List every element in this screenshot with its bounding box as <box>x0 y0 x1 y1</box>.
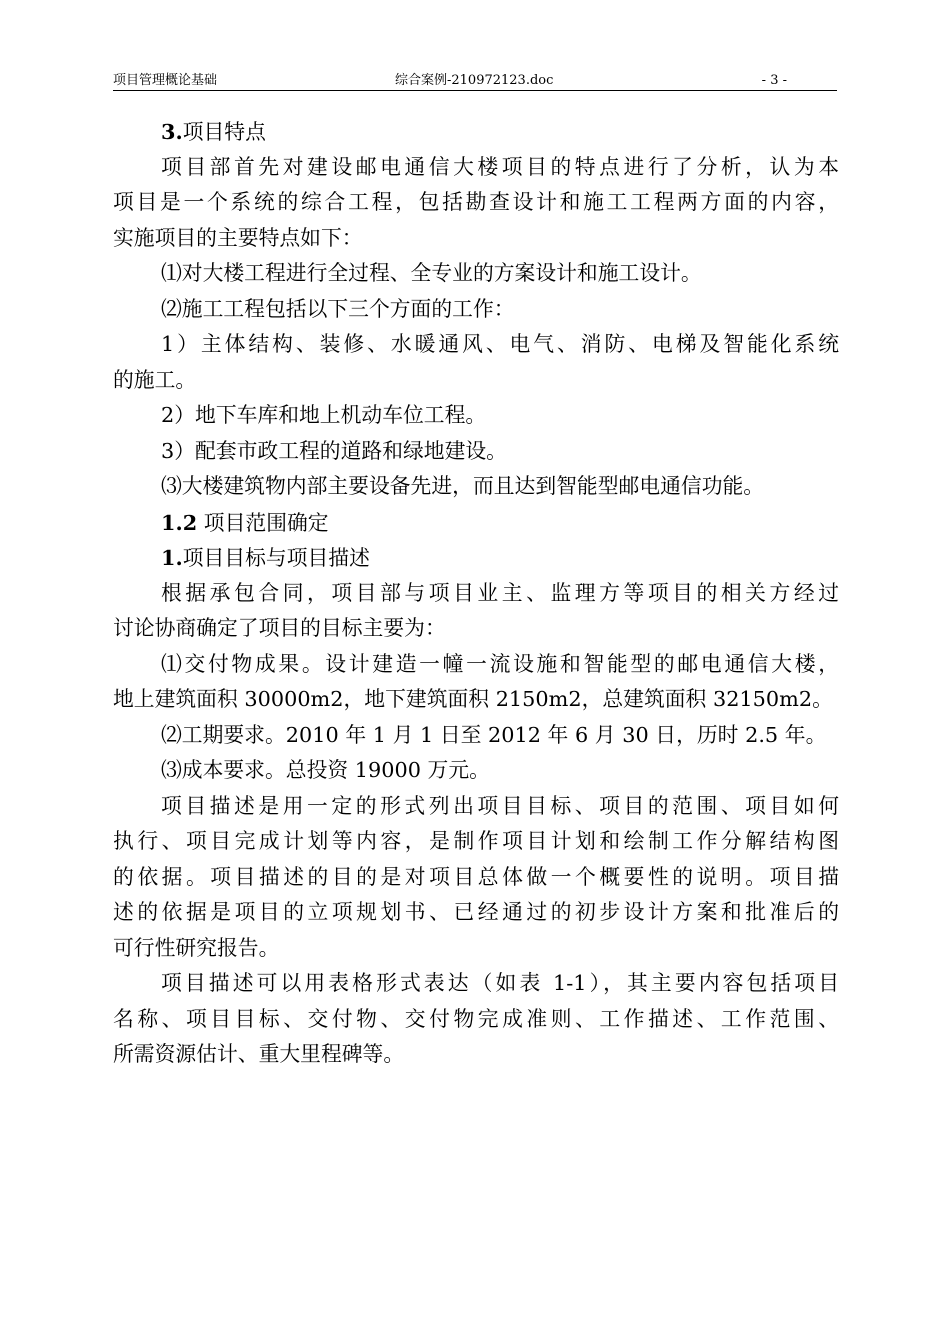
text-line: 讨论协商确定了项目的目标主要为： <box>113 616 446 640</box>
text-line: ⑴对大楼工程进行全过程、全专业的方案设计和施工设计。 <box>161 261 702 285</box>
header-page-number: - 3 - <box>761 73 787 88</box>
text-line: 执行、项目完成计划等内容，是制作项目计划和绘制工作分解结构图 <box>113 829 839 853</box>
text-line: 2）地下车库和地上机动车位工程。 <box>161 403 487 427</box>
text-line <box>113 540 839 576</box>
header-divider <box>113 90 837 91</box>
heading-number: 1. <box>161 545 183 570</box>
text-line: 的依据。项目描述的目的是对项目总体做一个概要性的说明。项目描 <box>113 864 839 889</box>
header-document-title: 项目管理概论基础 <box>113 73 218 88</box>
page-header <box>113 72 837 90</box>
heading-text: 项目特点 <box>182 120 266 144</box>
heading-text: 项目目标与项目描述 <box>182 546 370 570</box>
text-line: 名称、项目目标、交付物、交付物完成准则、工作描述、工作范围、 <box>113 1006 839 1031</box>
text-line: 可行性研究报告。 <box>113 935 280 960</box>
text-line: 项目描述是用一定的形式列出项目目标、项目的范围、项目如何 <box>161 793 839 818</box>
text-line: ⑶大楼建筑物内部主要设备先进，而且达到智能型邮电通信功能。 <box>161 474 765 498</box>
text-line: 实施项目的主要特点如下： <box>113 225 363 250</box>
text-line: 根据承包合同，项目部与项目业主、监理方等项目的相关方经过 <box>161 580 839 605</box>
text-line: ⑶成本要求。总投资 19000 万元。 <box>161 758 490 782</box>
text-line: 的施工。 <box>113 367 197 392</box>
text-line: 项目描述可以用表格形式表达（如表 1-1），其主要内容包括项目 <box>161 971 839 995</box>
text-line: ⑴交付物成果。设计建造一幢一流设施和智能型的邮电通信大楼， <box>161 651 839 676</box>
text-line: 项目是一个系统的综合工程，包括勘查设计和施工工程两方面的内容， <box>113 190 839 214</box>
text-line: ⑵施工工程包括以下三个方面的工作： <box>161 296 515 321</box>
text-line: 述的依据是项目的立项规划书、已经通过的初步设计方案和批准后的 <box>113 900 839 924</box>
heading-text: 项目范围确定 <box>197 510 329 535</box>
text-line: 所需资源估计、重大里程碑等。 <box>113 1042 405 1066</box>
text-line: 地上建筑面积 30000m2，地下建筑面积 2150m2，总建筑面积 32150m2。 <box>113 687 833 711</box>
text-line: 项目部首先对建设邮电通信大楼项目的特点进行了分析，认为本 <box>161 154 839 179</box>
document-body <box>113 114 839 1073</box>
text-line: ⑵工期要求。2010 年 1 月 1 日至 2012 年 6 月 30 日，历时 2.5 年。 <box>161 722 827 747</box>
text-line: 3）配套市政工程的道路和绿地建设。 <box>161 438 507 463</box>
heading-number: 3. <box>161 119 183 144</box>
header-file-name: 综合案例-210972123.doc <box>395 73 554 88</box>
text-line <box>113 505 839 541</box>
text-line: 1）主体结构、装修、水暖通风、电气、消防、电梯及智能化系统 <box>161 332 839 356</box>
text-line <box>113 114 839 150</box>
heading-number: 1.2 <box>161 509 198 535</box>
